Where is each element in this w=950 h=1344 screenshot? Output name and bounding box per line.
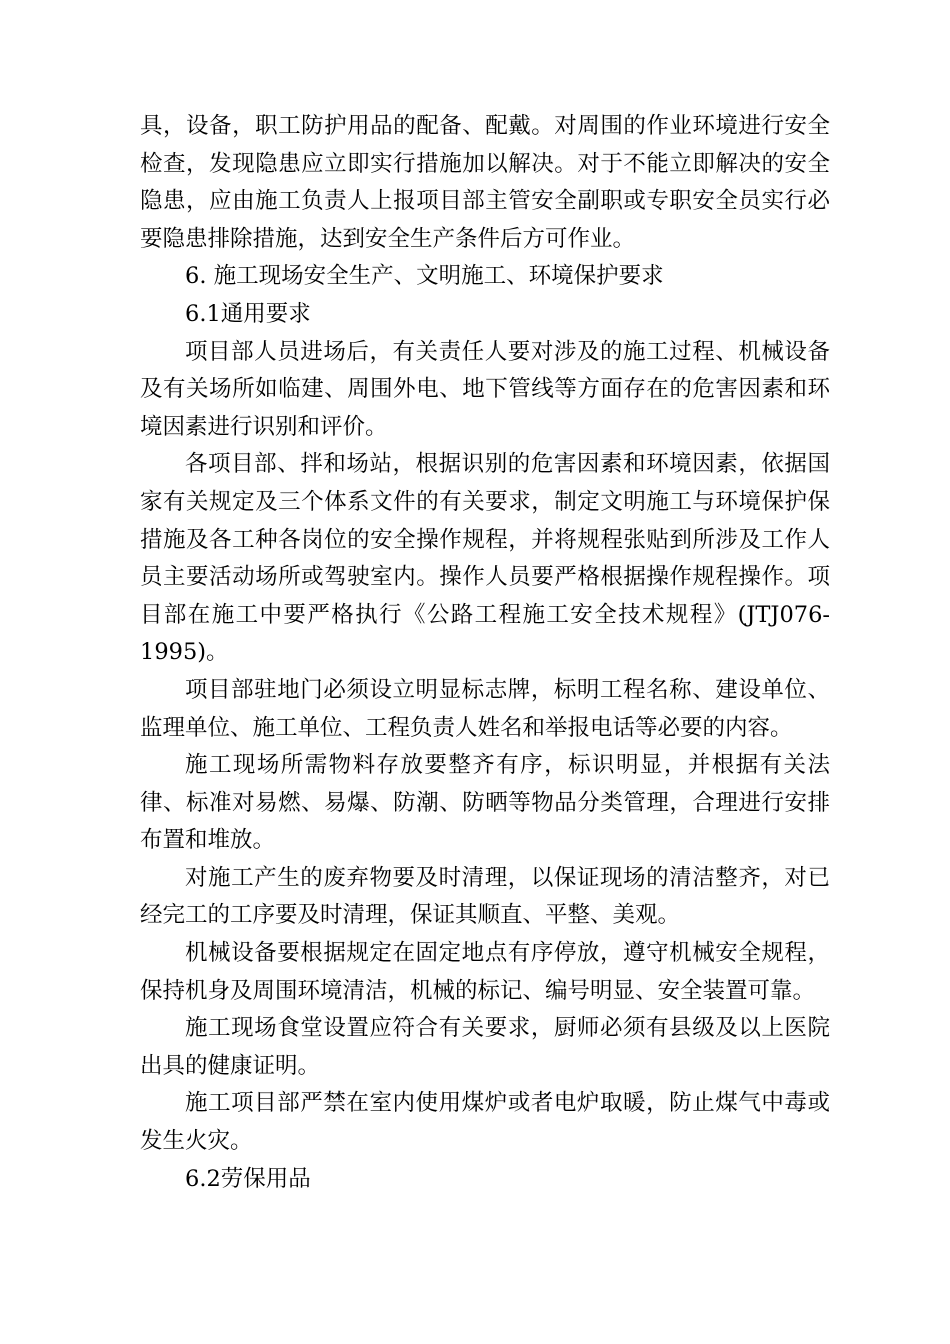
paragraph-canteen: 施工现场食堂设置应符合有关要求，厨师必须有县级及以上医院出具的健康证明。 — [140, 1015, 830, 1079]
paragraph-waste: 对施工产生的废弃物要及时清理，以保证现场的清洁整齐，对已经完工的工序要及时清理，保证其顺直、平整、美观。 — [140, 864, 830, 929]
paragraph-heating: 施工项目部严禁在室内使用煤炉或者电炉取暖，防止煤气中毒或发生火灾。 — [140, 1090, 830, 1155]
subsection-heading-6-2: 6.2劳保用品 — [185, 1165, 311, 1192]
document-body — [140, 108, 830, 1198]
paragraph-regulations: 各项目部、拌和场站，根据识别的危害因素和环境因素，依据国家有关规定及三个体系文件的有关要求，制定文明施工与环境保护保措施及各工种各岗位的安全操作规程，并将规程张贴到所涉及工作人员主要活动场所或驾驶室内。操作人员要严格根据操作规程操作。项目部在施工中要严格执行《公路工程施工安全技术规程》(JTJ076-1995)。 — [140, 451, 830, 666]
paragraph-identification: 项目部人员进场后，有关责任人要对涉及的施工过程、机械设备及有关场所如临建、周围外电、地下管线等方面存在的危害因素和环境因素进行识别和评价。 — [140, 338, 830, 440]
paragraph-machinery: 机械设备要根据规定在固定地点有序停放，遵守机械安全规程，保持机身及周围环境清洁，机械的标记、编号明显、安全装置可靠。 — [140, 940, 830, 1004]
subsection-heading-6-1: 6.1通用要求 — [185, 300, 311, 327]
paragraph-materials: 施工现场所需物料存放要整齐有序，标识明显，并根据有关法律、标准对易燃、易爆、防潮、防晒等物品分类管理，合理进行安排布置和堆放。 — [140, 752, 830, 854]
section-heading-6: 6. 施工现场安全生产、文明施工、环境保护要求 — [185, 263, 664, 290]
paragraph-signboard: 项目部驻地门必须设立明显标志牌，标明工程名称、建设单位、监理单位、施工单位、工程负责人姓名和举报电话等必要的内容。 — [140, 676, 830, 741]
paragraph-continuation: 具，设备，职工防护用品的配备、配戴。对周围的作业环境进行安全检查，发现隐患应立即实行措施加以解决。对于不能立即解决的安全隐患，应由施工负责人上报项目部主管安全副职或专职安全员实行必要隐患排除措施，达到安全生产条件后方可作业。 — [140, 113, 830, 252]
